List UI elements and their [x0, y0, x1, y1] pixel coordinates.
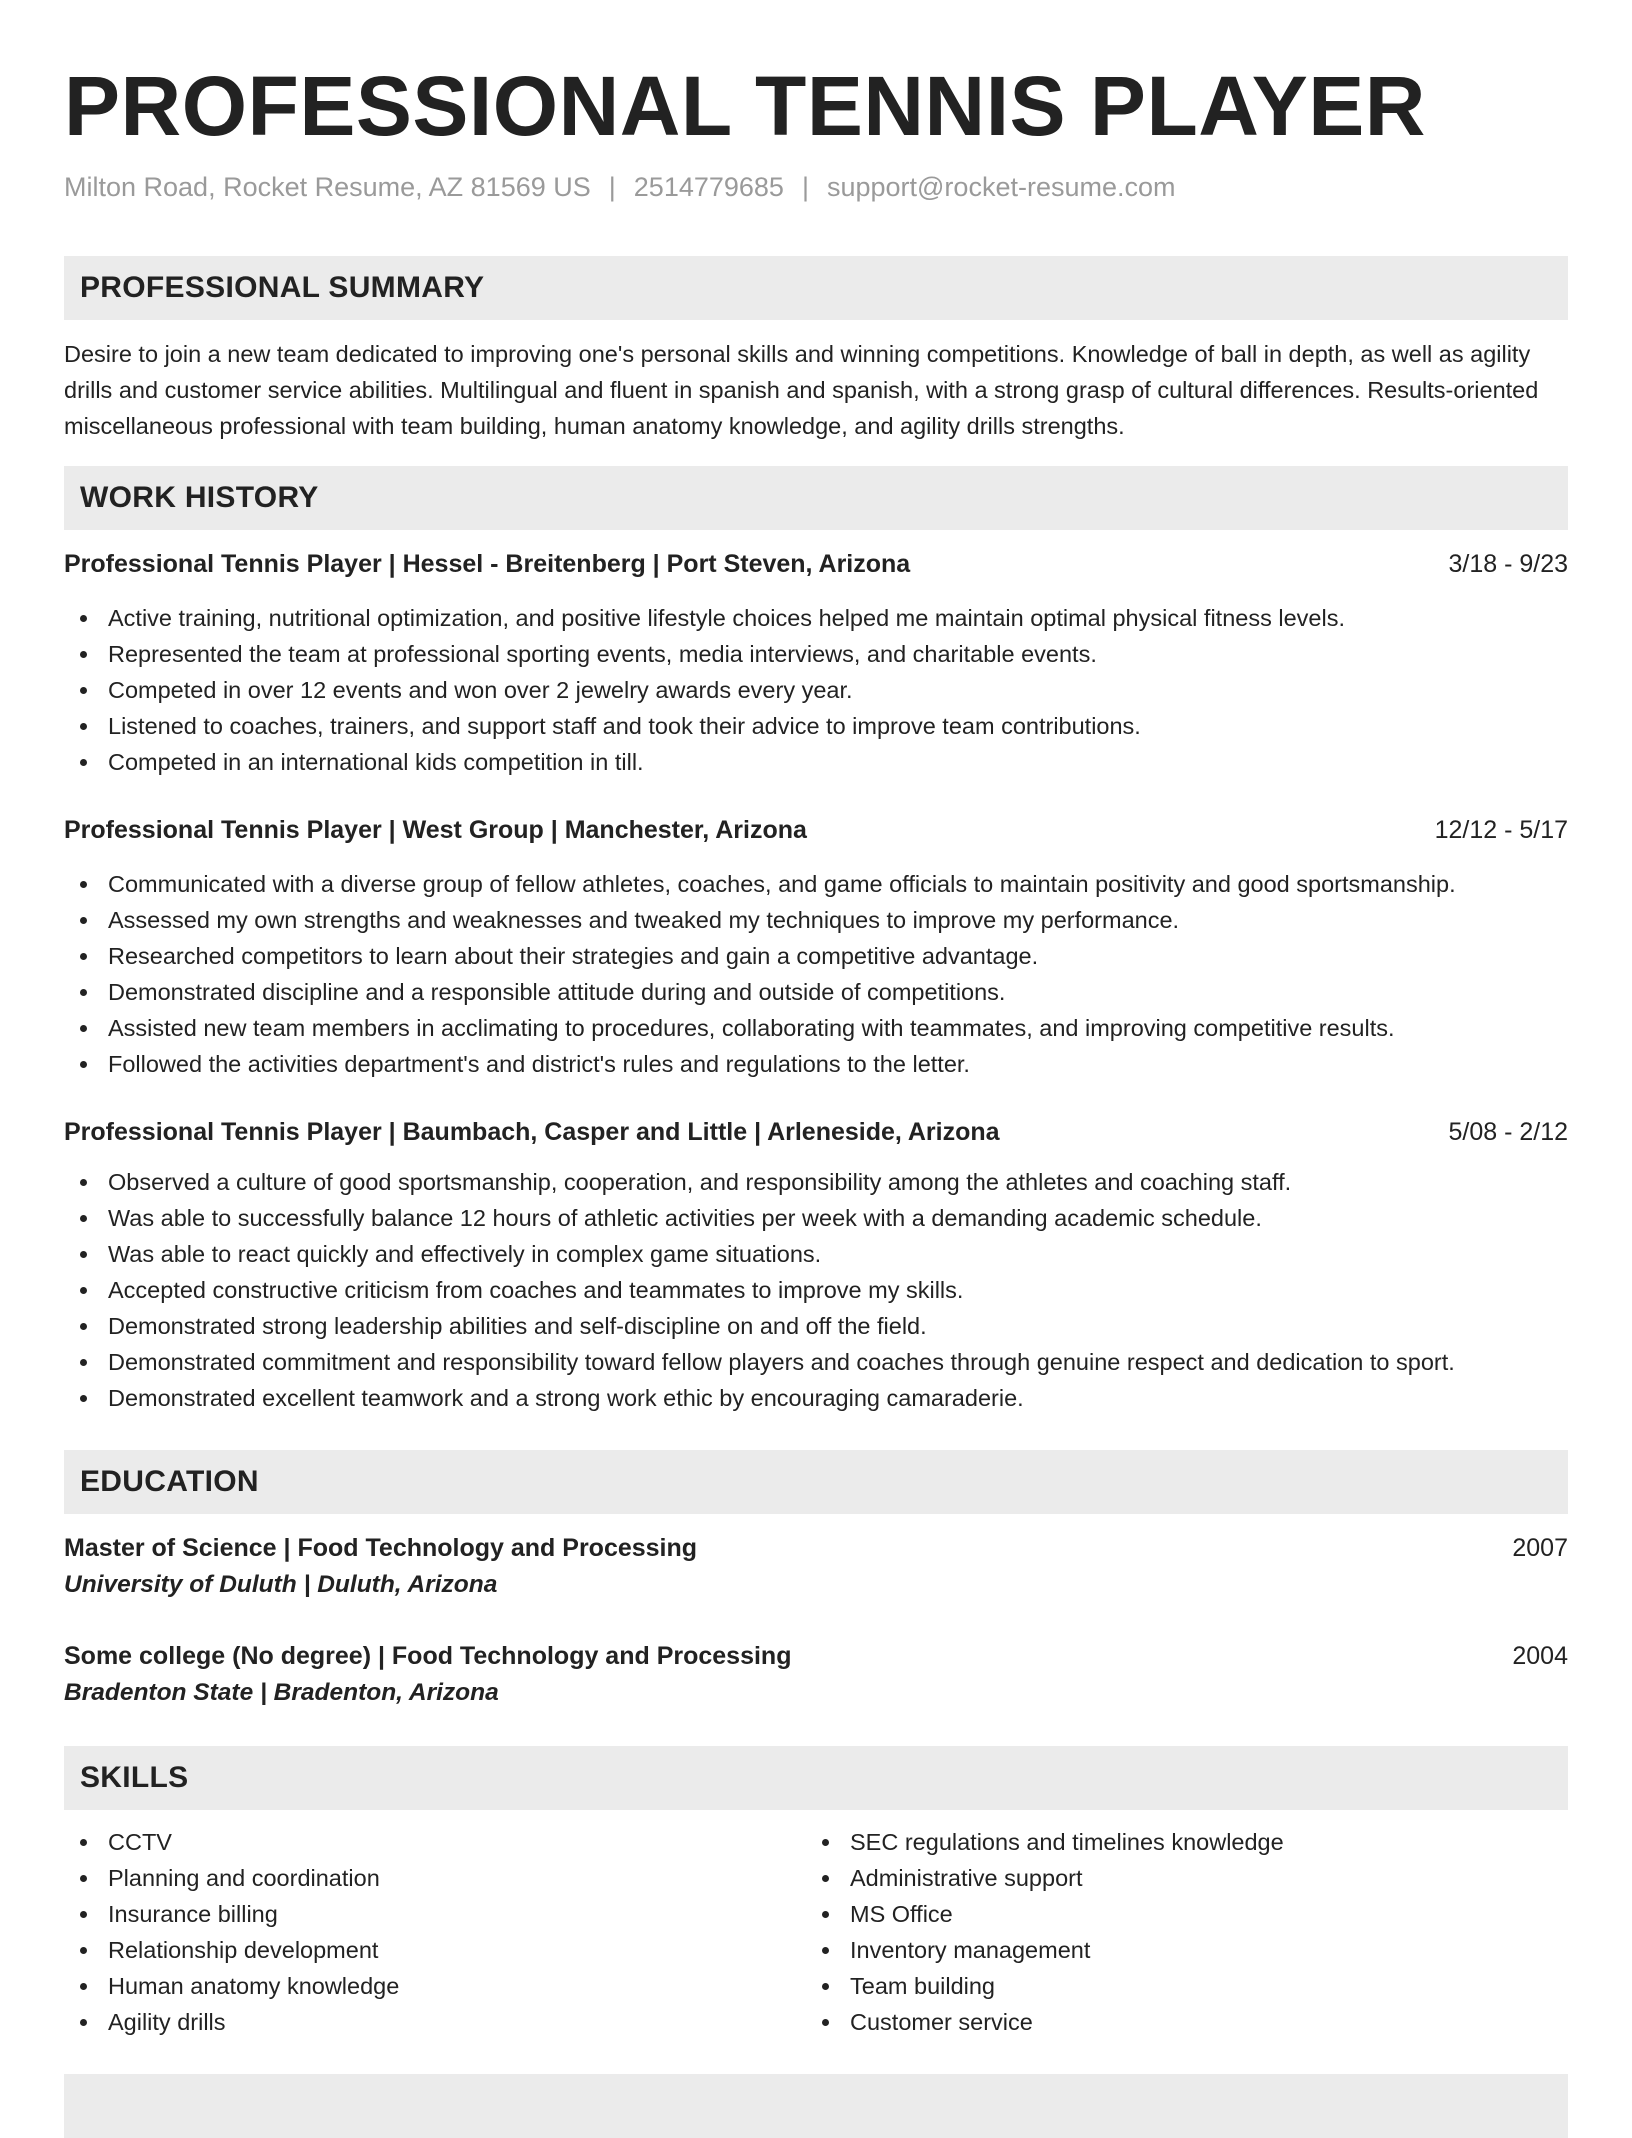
job-bullet: Communicated with a diverse group of fellow athletes, coaches, and game officials to maintain positivity and good sportsmanship. [64, 866, 1568, 902]
education-year: 2004 [1512, 1642, 1568, 1670]
skill-item: Customer service [806, 2004, 1548, 2040]
skill-item: Team building [806, 1968, 1548, 2004]
contact-address: Milton Road, Rocket Resume, AZ 81569 US [64, 172, 591, 202]
education-year: 2007 [1512, 1534, 1568, 1562]
job-bullet: Active training, nutritional optimization, and positive lifestyle choices helped me maintain optimal physical fitness levels. [64, 600, 1568, 636]
work-section-title: WORK HISTORY [80, 481, 319, 514]
education-degree: Master of Science | Food Technology and Processing [64, 1534, 698, 1562]
next-section-header [64, 2074, 1568, 2138]
education-school: Bradenton State | Bradenton, Arizona [64, 1679, 499, 1706]
job-header [64, 1116, 1568, 1148]
job-bullet: Was able to react quickly and effectively in complex game situations. [64, 1236, 1568, 1272]
job-entry [64, 814, 1568, 1082]
job-header [64, 548, 1568, 580]
job-bullet: Followed the activities department's and district's rules and regulations to the letter. [64, 1046, 1568, 1082]
skill-item: SEC regulations and timelines knowledge [806, 1824, 1548, 1860]
job-header [64, 814, 1568, 846]
education-section-title: EDUCATION [80, 1465, 259, 1498]
skills-list [64, 1824, 1568, 2040]
skill-item: MS Office [806, 1896, 1548, 1932]
job-entry [64, 1116, 1568, 1416]
education-school: University of Duluth | Duluth, Arizona [64, 1571, 498, 1598]
job-bullets [64, 1164, 1568, 1416]
education-entry [64, 1640, 1568, 1710]
job-bullet: Observed a culture of good sportsmanship, cooperation, and responsibility among the athletes and coaching staff. [64, 1164, 1568, 1200]
skills-column-left [64, 1824, 806, 2040]
skill-item: Agility drills [64, 2004, 806, 2040]
job-bullet: Competed in over 12 events and won over 2 jewelry awards every year. [64, 672, 1568, 708]
work-section-header [64, 466, 1568, 530]
skill-item: CCTV [64, 1824, 806, 1860]
job-bullet: Accepted constructive criticism from coaches and teammates to improve my skills. [64, 1272, 1568, 1308]
education-section-header [64, 1450, 1568, 1514]
skills-section-title: SKILLS [80, 1761, 189, 1794]
job-title: Professional Tennis Player | Baumbach, Casper and Little | Arleneside, Arizona [64, 1118, 1000, 1146]
contact-email: support@rocket-resume.com [826, 172, 1176, 202]
contact-separator: | [801, 172, 809, 202]
skill-item: Inventory management [806, 1932, 1548, 1968]
contact-line [64, 170, 1568, 204]
education-header [64, 1532, 1568, 1564]
job-bullet: Assisted new team members in acclimating to procedures, collaborating with teammates, and improving competitive results. [64, 1010, 1568, 1046]
job-bullet: Researched competitors to learn about their strategies and gain a competitive advantage. [64, 938, 1568, 974]
job-dates: 3/18 - 9/23 [1448, 550, 1568, 578]
contact-separator: | [608, 172, 616, 202]
education-header [64, 1640, 1568, 1672]
contact-phone: 2514779685 [633, 172, 784, 202]
job-bullet: Demonstrated commitment and responsibility toward fellow players and coaches through genuine respect and dedication to sport. [64, 1344, 1568, 1380]
job-bullet: Assessed my own strengths and weaknesses and tweaked my techniques to improve my performance. [64, 902, 1568, 938]
skills-section-header [64, 1746, 1568, 1810]
education-entry [64, 1532, 1568, 1602]
job-bullet: Demonstrated discipline and a responsible attitude during and outside of competitions. [64, 974, 1568, 1010]
job-bullet: Demonstrated excellent teamwork and a strong work ethic by encouraging camaraderie. [64, 1380, 1568, 1416]
resume-name: PROFESSIONAL TENNIS PLAYER [64, 59, 1426, 153]
job-dates: 12/12 - 5/17 [1434, 816, 1568, 844]
job-bullet: Demonstrated strong leadership abilities and self-discipline on and off the field. [64, 1308, 1568, 1344]
job-bullet: Listened to coaches, trainers, and support staff and took their advice to improve team contributions. [64, 708, 1568, 744]
skill-item: Insurance billing [64, 1896, 806, 1932]
job-title: Professional Tennis Player | Hessel - Breitenberg | Port Steven, Arizona [64, 550, 911, 578]
job-dates: 5/08 - 2/12 [1448, 1118, 1568, 1146]
skill-item: Planning and coordination [64, 1860, 806, 1896]
job-bullet: Represented the team at professional sporting events, media interviews, and charitable events. [64, 636, 1568, 672]
skill-item: Administrative support [806, 1860, 1548, 1896]
job-bullets [64, 866, 1568, 1082]
summary-text: Desire to join a new team dedicated to improving one's personal skills and winning competitions. Knowledge of ball in depth, as well as agility drills and customer service abilities. Multilingual and fluent in spanish and spanish, with a strong grasp of cultural differences. Results-oriented miscellaneous professional with team building, human anatomy knowledge, and agility drills strengths. [64, 341, 1539, 439]
skill-item: Human anatomy knowledge [64, 1968, 806, 2004]
summary-section-header [64, 256, 1568, 320]
resume-page [64, 0, 1568, 2138]
job-bullets [64, 600, 1568, 780]
job-bullet: Was able to successfully balance 12 hours of athletic activities per week with a demanding academic schedule. [64, 1200, 1568, 1236]
skills-column-right [806, 1824, 1548, 2040]
skill-item: Relationship development [64, 1932, 806, 1968]
education-degree: Some college (No degree) | Food Technology and Processing [64, 1642, 792, 1670]
job-title: Professional Tennis Player | West Group | Manchester, Arizona [64, 816, 807, 844]
job-entry [64, 548, 1568, 780]
summary-section-title: PROFESSIONAL SUMMARY [80, 271, 485, 304]
job-bullet: Competed in an international kids competition in till. [64, 744, 1568, 780]
